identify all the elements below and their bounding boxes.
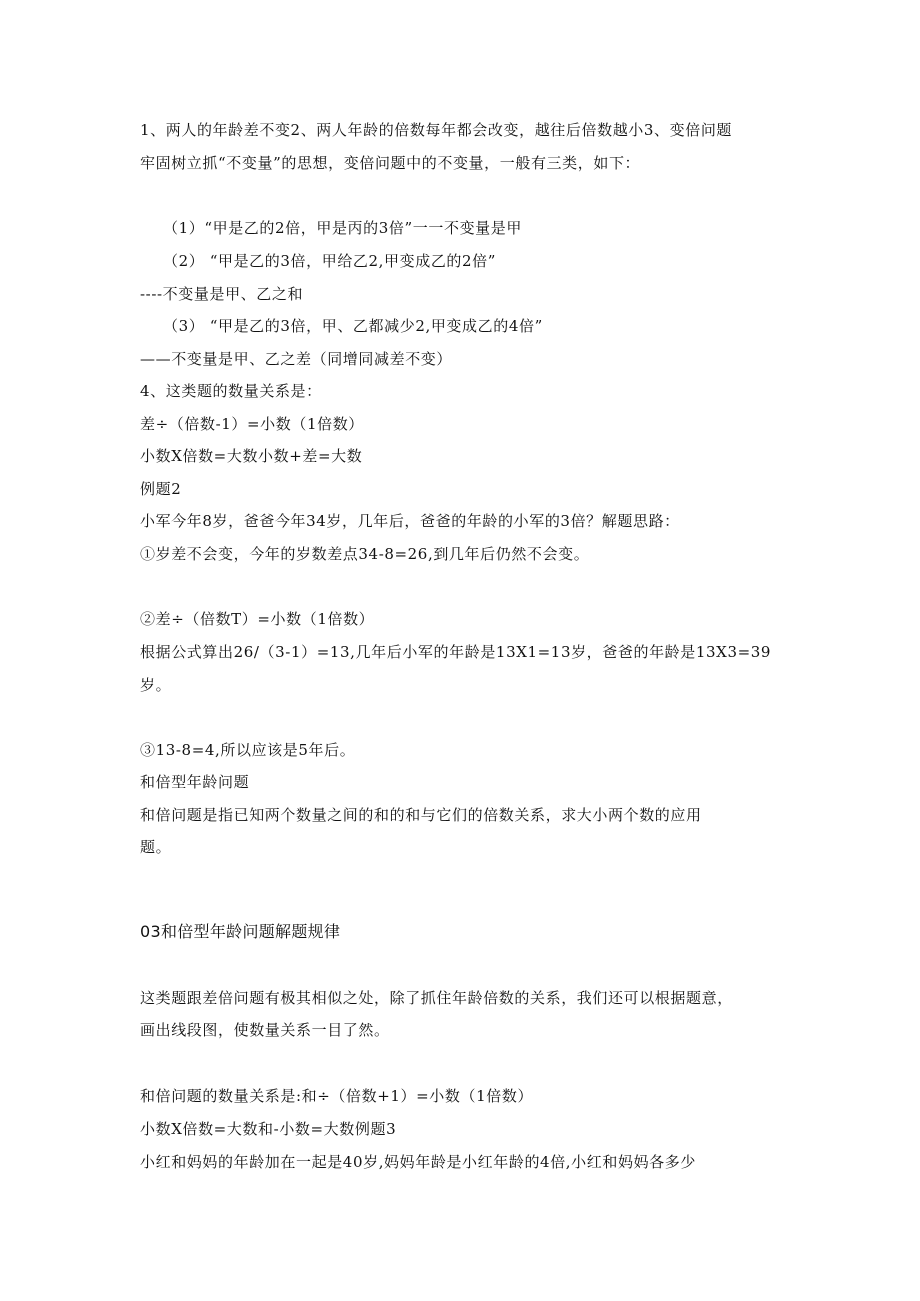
paragraph-line: 小军今年8岁，爸爸今年34岁，几年后，爸爸的年龄的小军的3倍？解题思路：	[140, 512, 680, 530]
paragraph-line: 1、两人的年龄差不变2、两人年龄的倍数每年都会改变，越往后倍数越小3、变倍问题	[140, 121, 733, 139]
paragraph-line: 4、这类题的数量关系是：	[140, 382, 322, 400]
formula-line: 差÷（倍数-1）=小数（1倍数）	[140, 415, 364, 433]
paragraph-line: ①岁差不会变，今年的岁数差点34-8=26,到几年后仍然不会变。	[140, 545, 590, 563]
paragraph-line: 小红和妈妈的年龄加在一起是40岁,妈妈年龄是小红年龄的4倍,小红和妈妈各多少	[140, 1153, 696, 1171]
formula-line: 小数X倍数=大数小数+差=大数	[140, 447, 363, 465]
section-label: 和倍型年龄问题	[140, 773, 250, 791]
paragraph-line: 这类题跟差倍问题有极其相似之处，除了抓住年龄倍数的关系，我们还可以根据题意，	[140, 989, 733, 1007]
paragraph-line: 根据公式算出26/（3-1）=13,几年后小军的年龄是13X1=13岁，爸爸的年龄是13X3=39	[140, 643, 772, 661]
paragraph-line: ----不变量是甲、乙之和	[140, 285, 304, 303]
list-item: （3） “甲是乙的3倍，甲、乙都减少2,甲变成乙的4倍”	[163, 317, 543, 335]
paragraph-line: ③13-8=4,所以应该是5年后。	[140, 741, 356, 759]
paragraph-line: 题。	[140, 838, 172, 856]
paragraph-line: 牢固树立抓“不变量”的思想，变倍问题中的不变量，一般有三类，如下：	[140, 154, 641, 172]
paragraph-line: 和倍问题是指已知两个数量之间的和的和与它们的倍数关系，求大小两个数的应用	[140, 806, 702, 824]
paragraph-line: 画出线段图，使数量关系一目了然。	[140, 1021, 390, 1039]
formula-line: 和倍问题的数量关系是:和÷（倍数+1）=小数（1倍数）	[140, 1087, 534, 1105]
section-heading: 03和倍型年龄问题解题规律	[140, 922, 341, 941]
example-label: 例题2	[140, 480, 182, 498]
paragraph-line: ——不变量是甲、乙之差（同增同减差不变）	[140, 350, 453, 368]
list-item: （1）“甲是乙的2倍，甲是丙的3倍”一一不变量是甲	[163, 219, 522, 237]
paragraph-line: ②差÷（倍数T）=小数（1倍数）	[140, 610, 375, 628]
paragraph-line: 岁。	[140, 676, 172, 694]
formula-line: 小数X倍数=大数和-小数=大数例题3	[140, 1120, 397, 1138]
list-item: （2） “甲是乙的3倍，甲给乙2,甲变成乙的2倍”	[163, 252, 497, 270]
